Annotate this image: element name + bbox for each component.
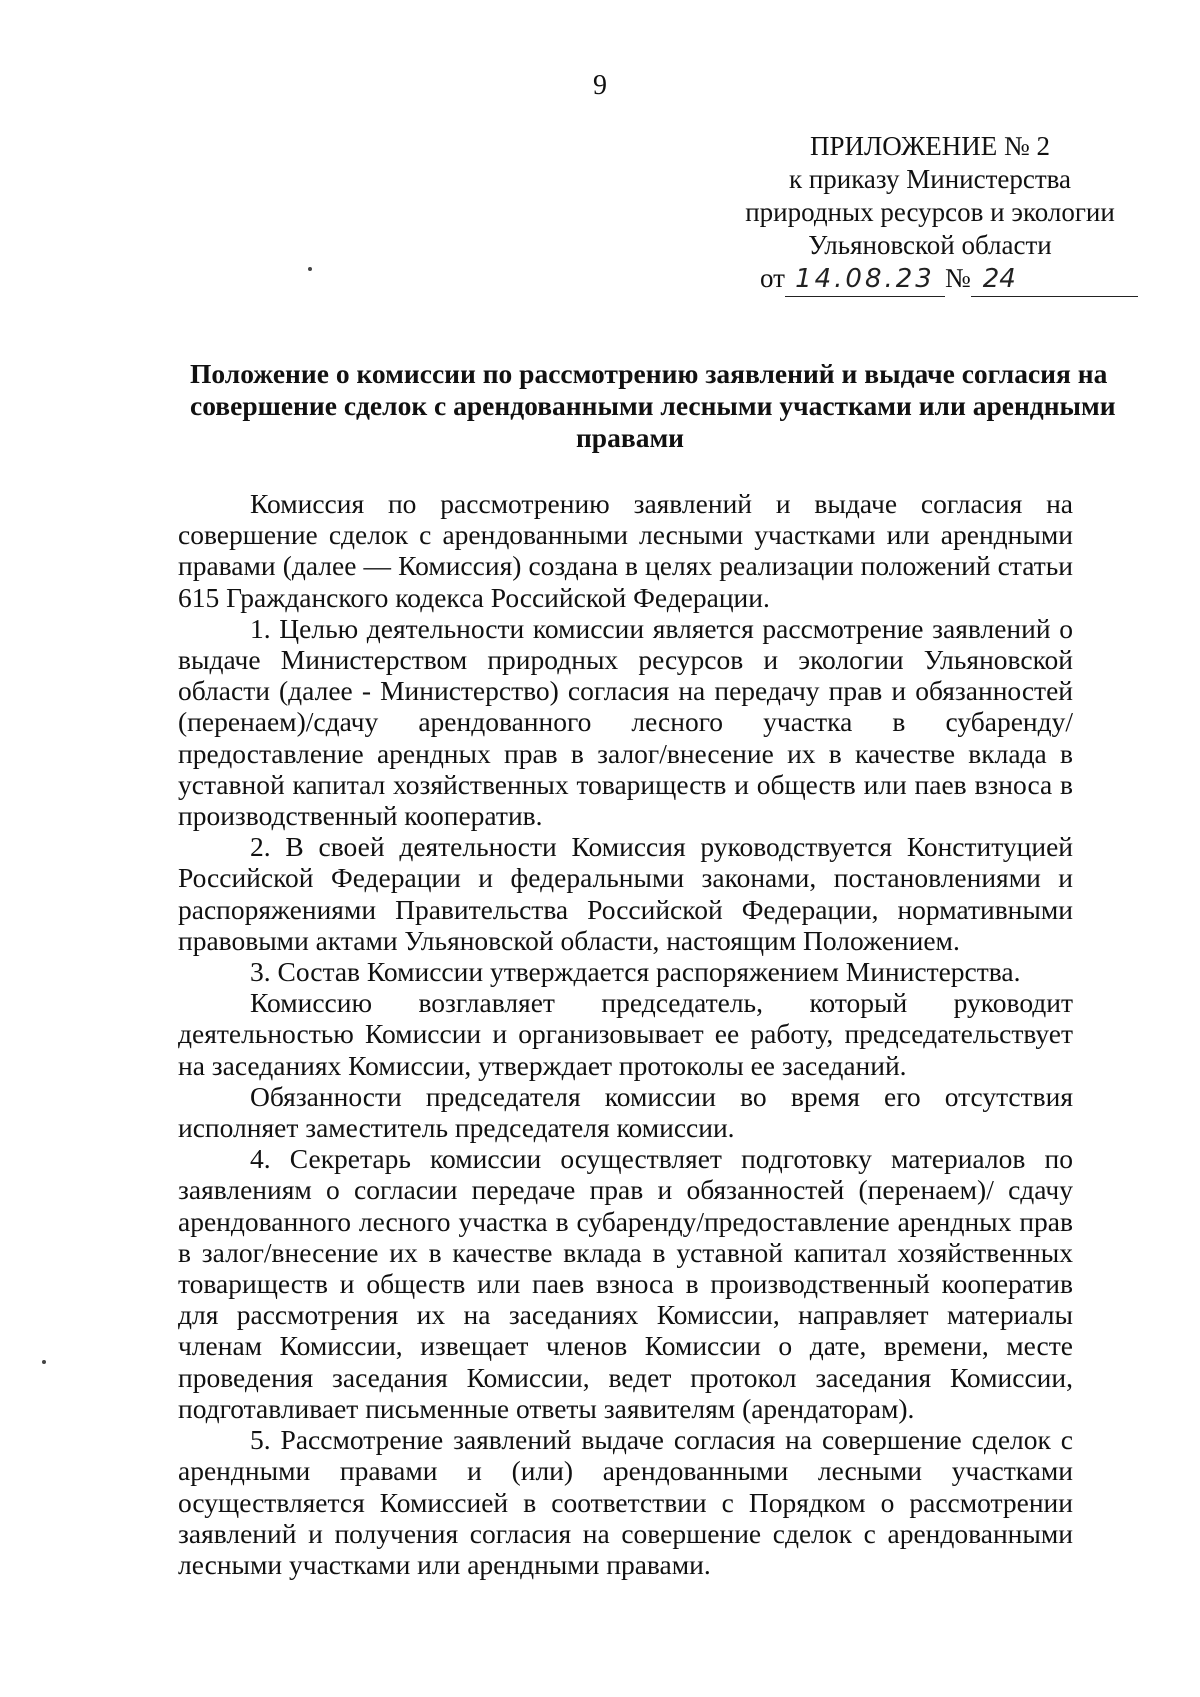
title-line-1: Положение о комиссии по рассмотрению заявлений и выдаче согласия на	[190, 358, 1108, 389]
appendix-line-1: к приказу Министерства	[788, 164, 1072, 194]
appendix-line-3: Ульяновской области	[808, 230, 1052, 260]
document-title	[190, 358, 1116, 454]
page-number: 9	[593, 70, 607, 101]
number-prefix: №	[944, 263, 971, 293]
scan-speck	[308, 267, 312, 271]
date-prefix: от	[760, 263, 785, 293]
paragraph-chairman: Комиссию возглавляет председатель, который руководит деятельностью Комиссии и организовывает ее работу, председательствует на заседаниях Комиссии, утверждает протоколы ее заседаний.	[178, 987, 1073, 1081]
document-body	[178, 488, 1073, 1580]
order-date-line	[760, 262, 1120, 297]
scan-speck	[42, 1360, 46, 1364]
paragraph-4: 4. Секретарь комиссии осуществляет подготовку материалов по заявлениям о согласии передаче прав и обязанностей (перенаем)/ сдачу арендованного лесного участка в субаренду/предоставление арендных прав в залог/внесение их в качестве вклада в уставной капитал хозяйственных товариществ и обществ или паев взноса в производственный кооператив для рассмотрения их на заседаниях Комиссии, направляет материалы членам Комиссии, извещает членов Комиссии о дате, времени, месте проведения заседания Комиссии, ведет протокол заседания Комиссии, подготавливает письменные ответы заявителям (арендаторам).	[178, 1143, 1073, 1424]
paragraph-intro: Комиссия по рассмотрению заявлений и выдаче согласия на совершение сделок с арендованными лесными участками или арендными правами (далее — Комиссия) создана в целях реализации положений статьи 615 Гражданского кодекса Российской Федерации.	[178, 488, 1073, 613]
appendix-line-2: природных ресурсов и экологии	[745, 197, 1115, 227]
title-line-3: правами	[575, 422, 685, 453]
appendix-header	[740, 130, 1120, 297]
handwritten-date: 14.08.23	[785, 263, 945, 297]
appendix-title: ПРИЛОЖЕНИЕ № 2	[809, 131, 1051, 161]
handwritten-number: 24	[971, 263, 1138, 297]
paragraph-2: 2. В своей деятельности Комиссия руководствуется Конституцией Российской Федерации и федеральными законами, постановлениями и распоряжениями Правительства Российской Федерации, нормативными правовыми актами Ульяновской области, настоящим Положением.	[178, 831, 1073, 956]
title-line-2: совершение сделок с арендованными лесными участками или арендными	[190, 390, 1116, 421]
paragraph-5: 5. Рассмотрение заявлений выдаче согласия на совершение сделок с арендными правами и (или) арендованными лесными участками осуществляется Комиссией в соответствии с Порядком о рассмотрении заявлений и получения согласия на совершение сделок с арендованными лесными участками или арендными правами.	[178, 1424, 1073, 1580]
paragraph-3: 3. Состав Комиссии утверждается распоряжением Министерства.	[250, 956, 1021, 988]
paragraph-1: 1. Целью деятельности комиссии является рассмотрение заявлений о выдаче Министерством природных ресурсов и экологии Ульяновской области (далее - Министерство) согласия на передачу прав и обязанностей (перенаем)/сдачу арендованного лесного участка в субаренду/предоставление арендных прав в залог/внесение их в качестве вклада в уставной капитал хозяйственных товариществ и обществ или паев взноса в производственный кооператив.	[178, 612, 1073, 832]
paragraph-deputy: Обязанности председателя комиссии во время его отсутствия исполняет заместитель председателя комиссии.	[178, 1080, 1073, 1144]
